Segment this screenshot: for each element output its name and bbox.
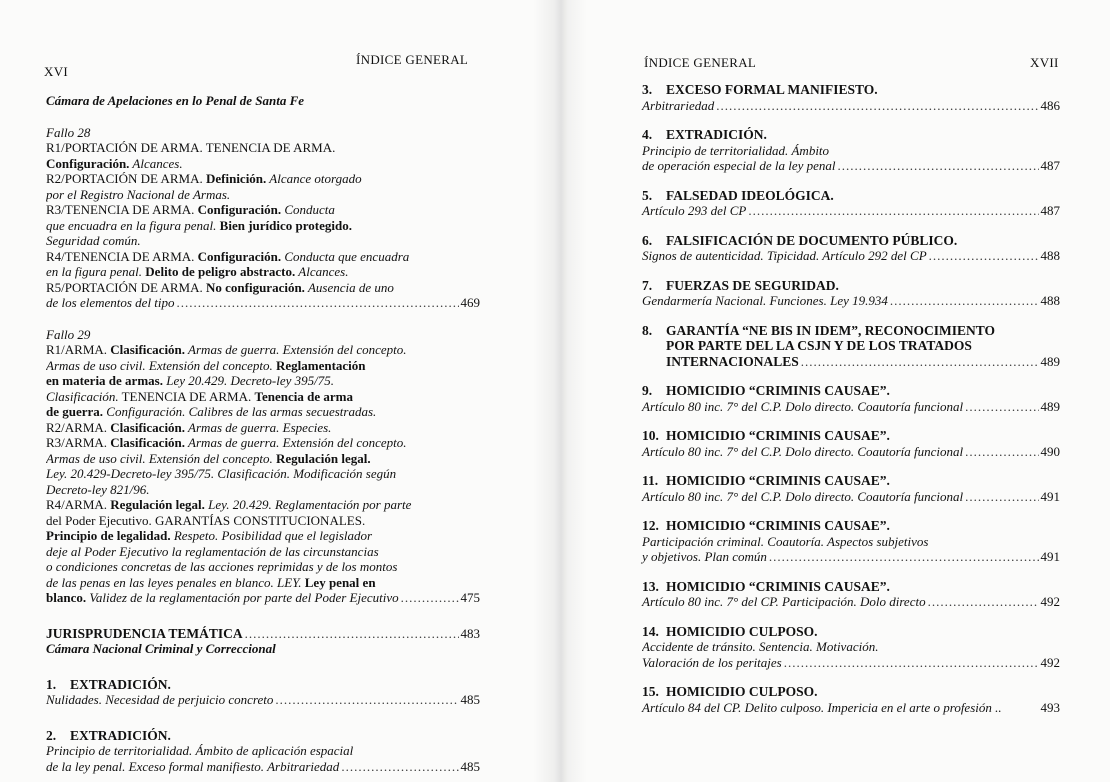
index-line-with-page: Artículo 80 inc. 7° del C.P. Dolo directo. Coautoría funcional ..... 489 — [642, 399, 1060, 415]
index-line: deje al Poder Ejecutivo la reglamentación de las circunstancias — [46, 543, 379, 559]
page-ref: 489 — [1040, 353, 1060, 369]
entry-8 — [642, 323, 1060, 370]
index-line: en la figura penal. Delito de peligro abstracto. Alcances. — [46, 264, 349, 279]
entry-14 — [642, 624, 1060, 671]
entry-title: 1. EXTRADICIÓN. — [46, 676, 171, 692]
page-ref: 487 — [1040, 158, 1060, 173]
index-line: R4/TENENCIA DE ARMA. Configuración. Conducta que encuadra — [46, 248, 410, 264]
index-line-with-page: Valoración de los peritajes ..... 492 — [642, 655, 1060, 671]
page-ref: 487 — [1040, 203, 1060, 218]
entry-title: 12. HOMICIDIO “CRIMINIS CAUSAE”. — [642, 518, 890, 533]
entry-10 — [642, 428, 1060, 459]
entry-5 — [642, 188, 1060, 219]
index-line: o condiciones concretas de las acciones reprimidas y de los montos — [46, 559, 398, 574]
entry-title: 3. EXCESO FORMAL MANIFIESTO. — [642, 82, 878, 97]
index-line: R1/ARMA. Clasificación. Armas de guerra. Extensión del concepto. — [46, 342, 407, 357]
index-line: Principio de territorialidad. Ámbito — [642, 142, 830, 158]
index-line-with-page: y objetivos. Plan común ..... 491 — [642, 549, 1060, 565]
page-ref: 490 — [1040, 443, 1060, 459]
index-line-with-page: Artículo 80 inc. 7° del CP. Participación. Dolo directo ..... 492 — [642, 594, 1060, 610]
index-line-with-page: Artículo 80 inc. 7° del C.P. Dolo directo. Coautoría funcional ..... 490 — [642, 444, 1060, 460]
entry-11 — [642, 473, 1060, 504]
page-ref: 492 — [1040, 594, 1060, 609]
entry-title-continued: POR PARTE DEL LA CSJN Y DE LOS TRATADOS — [666, 338, 972, 353]
page-ref: 469 — [460, 295, 480, 310]
page-ref: 491 — [1040, 488, 1060, 504]
fallo-label: Fallo 29 — [46, 326, 91, 342]
entry-12 — [642, 518, 1060, 565]
page-ref: 475 — [460, 590, 480, 605]
index-line-with-page: Nulidades. Necesidad de perjuicio concreto ..... 485 — [46, 692, 480, 708]
entry-title: 7. FUERZAS DE SEGURIDAD. — [642, 277, 839, 293]
entry-title: 10. HOMICIDIO “CRIMINIS CAUSAE”. — [642, 428, 890, 443]
entry-title: 5. FALSEDAD IDEOLÓGICA. — [642, 187, 834, 203]
index-line-with-page: Artículo 84 del CP. Delito culposo. Impericia en el arte o profesión .. 493 — [642, 699, 1060, 715]
page-ref: 492 — [1040, 654, 1060, 670]
page-number: XVI — [44, 64, 69, 79]
index-line-with-page: Signos de autenticidad. Tipicidad. Artículo 292 del CP ..... 488 — [642, 248, 1060, 264]
index-line-with-page: blanco. Validez de la reglamentación por parte del Poder Ejecutivo ..... 475 — [46, 590, 480, 606]
entry-title: 8. GARANTÍA “NE BIS IN IDEM”, RECONOCIMIENTO — [642, 322, 996, 338]
entry-7 — [642, 278, 1060, 309]
entry-15 — [642, 684, 1060, 715]
fallo-label: Fallo 28 — [46, 124, 91, 140]
index-line-with-page: Arbitrariedad ..... 486 — [642, 98, 1060, 114]
page-ref: 483 — [460, 625, 480, 641]
index-line: R3/ARMA. Clasificación. Armas de guerra. Extensión del concepto. — [46, 435, 407, 450]
index-line: Clasificación. TENENCIA DE ARMA. Tenencia de arma — [46, 388, 353, 404]
index-line: Principio de territorialidad. Ámbito de aplicación espacial — [46, 743, 354, 758]
index-line: R3/TENENCIA DE ARMA. Configuración. Conducta — [46, 202, 335, 217]
jurisprudencia-heading: JURISPRUDENCIA TEMÁTICA ..... 483 — [46, 626, 480, 642]
entry-title: 6. FALSIFICACIÓN DE DOCUMENTO PÚBLICO. — [642, 232, 958, 248]
fallo-29 — [46, 327, 480, 606]
entry-title: 9. HOMICIDIO “CRIMINIS CAUSAE”. — [642, 383, 890, 398]
page-ref: 488 — [1040, 248, 1060, 263]
right-column — [642, 82, 1060, 729]
entry-6 — [642, 233, 1060, 264]
index-line: de las penas en las leyes penales en blanco. LEY. Ley penal en — [46, 574, 376, 590]
page-ref: 486 — [1040, 97, 1060, 113]
running-header: ÍNDICE GENERAL — [356, 52, 469, 67]
index-line: que encuadra en la figura penal. Bien jurídico protegido. — [46, 217, 352, 233]
page-ref: 488 — [1040, 293, 1060, 308]
entry-1 — [46, 677, 480, 708]
page-ref: 493 — [1040, 699, 1060, 715]
entry-title: 2. EXTRADICIÓN. — [46, 727, 171, 743]
page-ref: 491 — [1040, 549, 1060, 564]
entry-title: 13. HOMICIDIO “CRIMINIS CAUSAE”. — [642, 578, 890, 594]
court-heading: Cámara Nacional Criminal y Correccional — [46, 641, 276, 656]
index-line: R2/ARMA. Clasificación. Armas de guerra. Especies. — [46, 419, 332, 435]
entry-title: 11. HOMICIDIO “CRIMINIS CAUSAE”. — [642, 473, 890, 488]
index-line: R1/PORTACIÓN DE ARMA. TENENCIA DE ARMA. — [46, 140, 336, 155]
index-line: R4/ARMA. Regulación legal. Ley. 20.429. Reglamentación por parte — [46, 497, 412, 512]
index-line-with-page: Artículo 293 del CP ..... 487 — [642, 203, 1060, 219]
index-line: por el Registro Nacional de Armas. — [46, 186, 231, 202]
page-ref: 485 — [460, 692, 480, 707]
court-heading: Cámara de Apelaciones en lo Penal de Santa Fe — [46, 93, 305, 108]
index-line: Principio de legalidad. Respeto. Posibilidad que el legislador — [46, 528, 373, 543]
index-line-with-page: de los elementos del tipo ..... 469 — [46, 295, 480, 311]
left-page — [0, 0, 545, 782]
index-line-with-page: INTERNACIONALES ..... 489 — [642, 354, 1060, 370]
index-line: Seguridad común. — [46, 233, 141, 248]
entry-4 — [642, 127, 1060, 174]
entry-13 — [642, 579, 1060, 610]
index-line: Decreto-ley 821/96. — [46, 481, 150, 497]
index-line: de guerra. Configuración. Calibres de las armas secuestradas. — [46, 404, 377, 419]
entry-9 — [642, 383, 1060, 414]
index-line-with-page: Artículo 80 inc. 7° del C.P. Dolo directo. Coautoría funcional ..... 491 — [642, 489, 1060, 505]
left-column — [46, 93, 480, 774]
right-page — [570, 0, 1110, 782]
index-line: Configuración. Alcances. — [46, 155, 183, 171]
index-line: Armas de uso civil. Extensión del concepto. Reglamentación — [46, 357, 366, 373]
index-line: en materia de armas. Ley 20.429. Decreto-ley 395/75. — [46, 373, 334, 388]
page-number: XVII — [1030, 55, 1059, 70]
entry-title: 14. HOMICIDIO CULPOSO. — [642, 623, 818, 639]
index-line: Accidente de tránsito. Sentencia. Motivación. — [642, 639, 879, 654]
index-line-with-page: Gendarmería Nacional. Funciones. Ley 19.934 ..... 488 — [642, 293, 1060, 309]
index-line-with-page: de operación especial de la ley penal ..... 487 — [642, 158, 1060, 174]
entry-title: 4. EXTRADICIÓN. — [642, 127, 767, 142]
index-line: del Poder Ejecutivo. GARANTÍAS CONSTITUCIONALES. — [46, 512, 366, 528]
index-line: Armas de uso civil. Extensión del concepto. Regulación legal. — [46, 450, 371, 466]
index-line: Participación criminal. Coautoría. Aspectos subjetivos — [642, 533, 929, 549]
index-line: R5/PORTACIÓN DE ARMA. No configuración. Ausencia de uno — [46, 279, 394, 295]
page-ref: 489 — [1040, 398, 1060, 414]
entry-3 — [642, 82, 1060, 113]
index-line: Ley. 20.429-Decreto-ley 395/75. Clasificación. Modificación según — [46, 466, 397, 481]
entry-2 — [46, 728, 480, 775]
entry-title: 15. HOMICIDIO CULPOSO. — [642, 684, 818, 699]
fallo-28 — [46, 125, 480, 311]
index-line-with-page: de la ley penal. Exceso formal manifiesto. Arbitrariedad ..... 485 — [46, 759, 480, 775]
page-ref: 485 — [460, 758, 480, 774]
index-line: R2/PORTACIÓN DE ARMA. Definición. Alcance otorgado — [46, 171, 362, 186]
running-header: ÍNDICE GENERAL — [644, 55, 757, 70]
